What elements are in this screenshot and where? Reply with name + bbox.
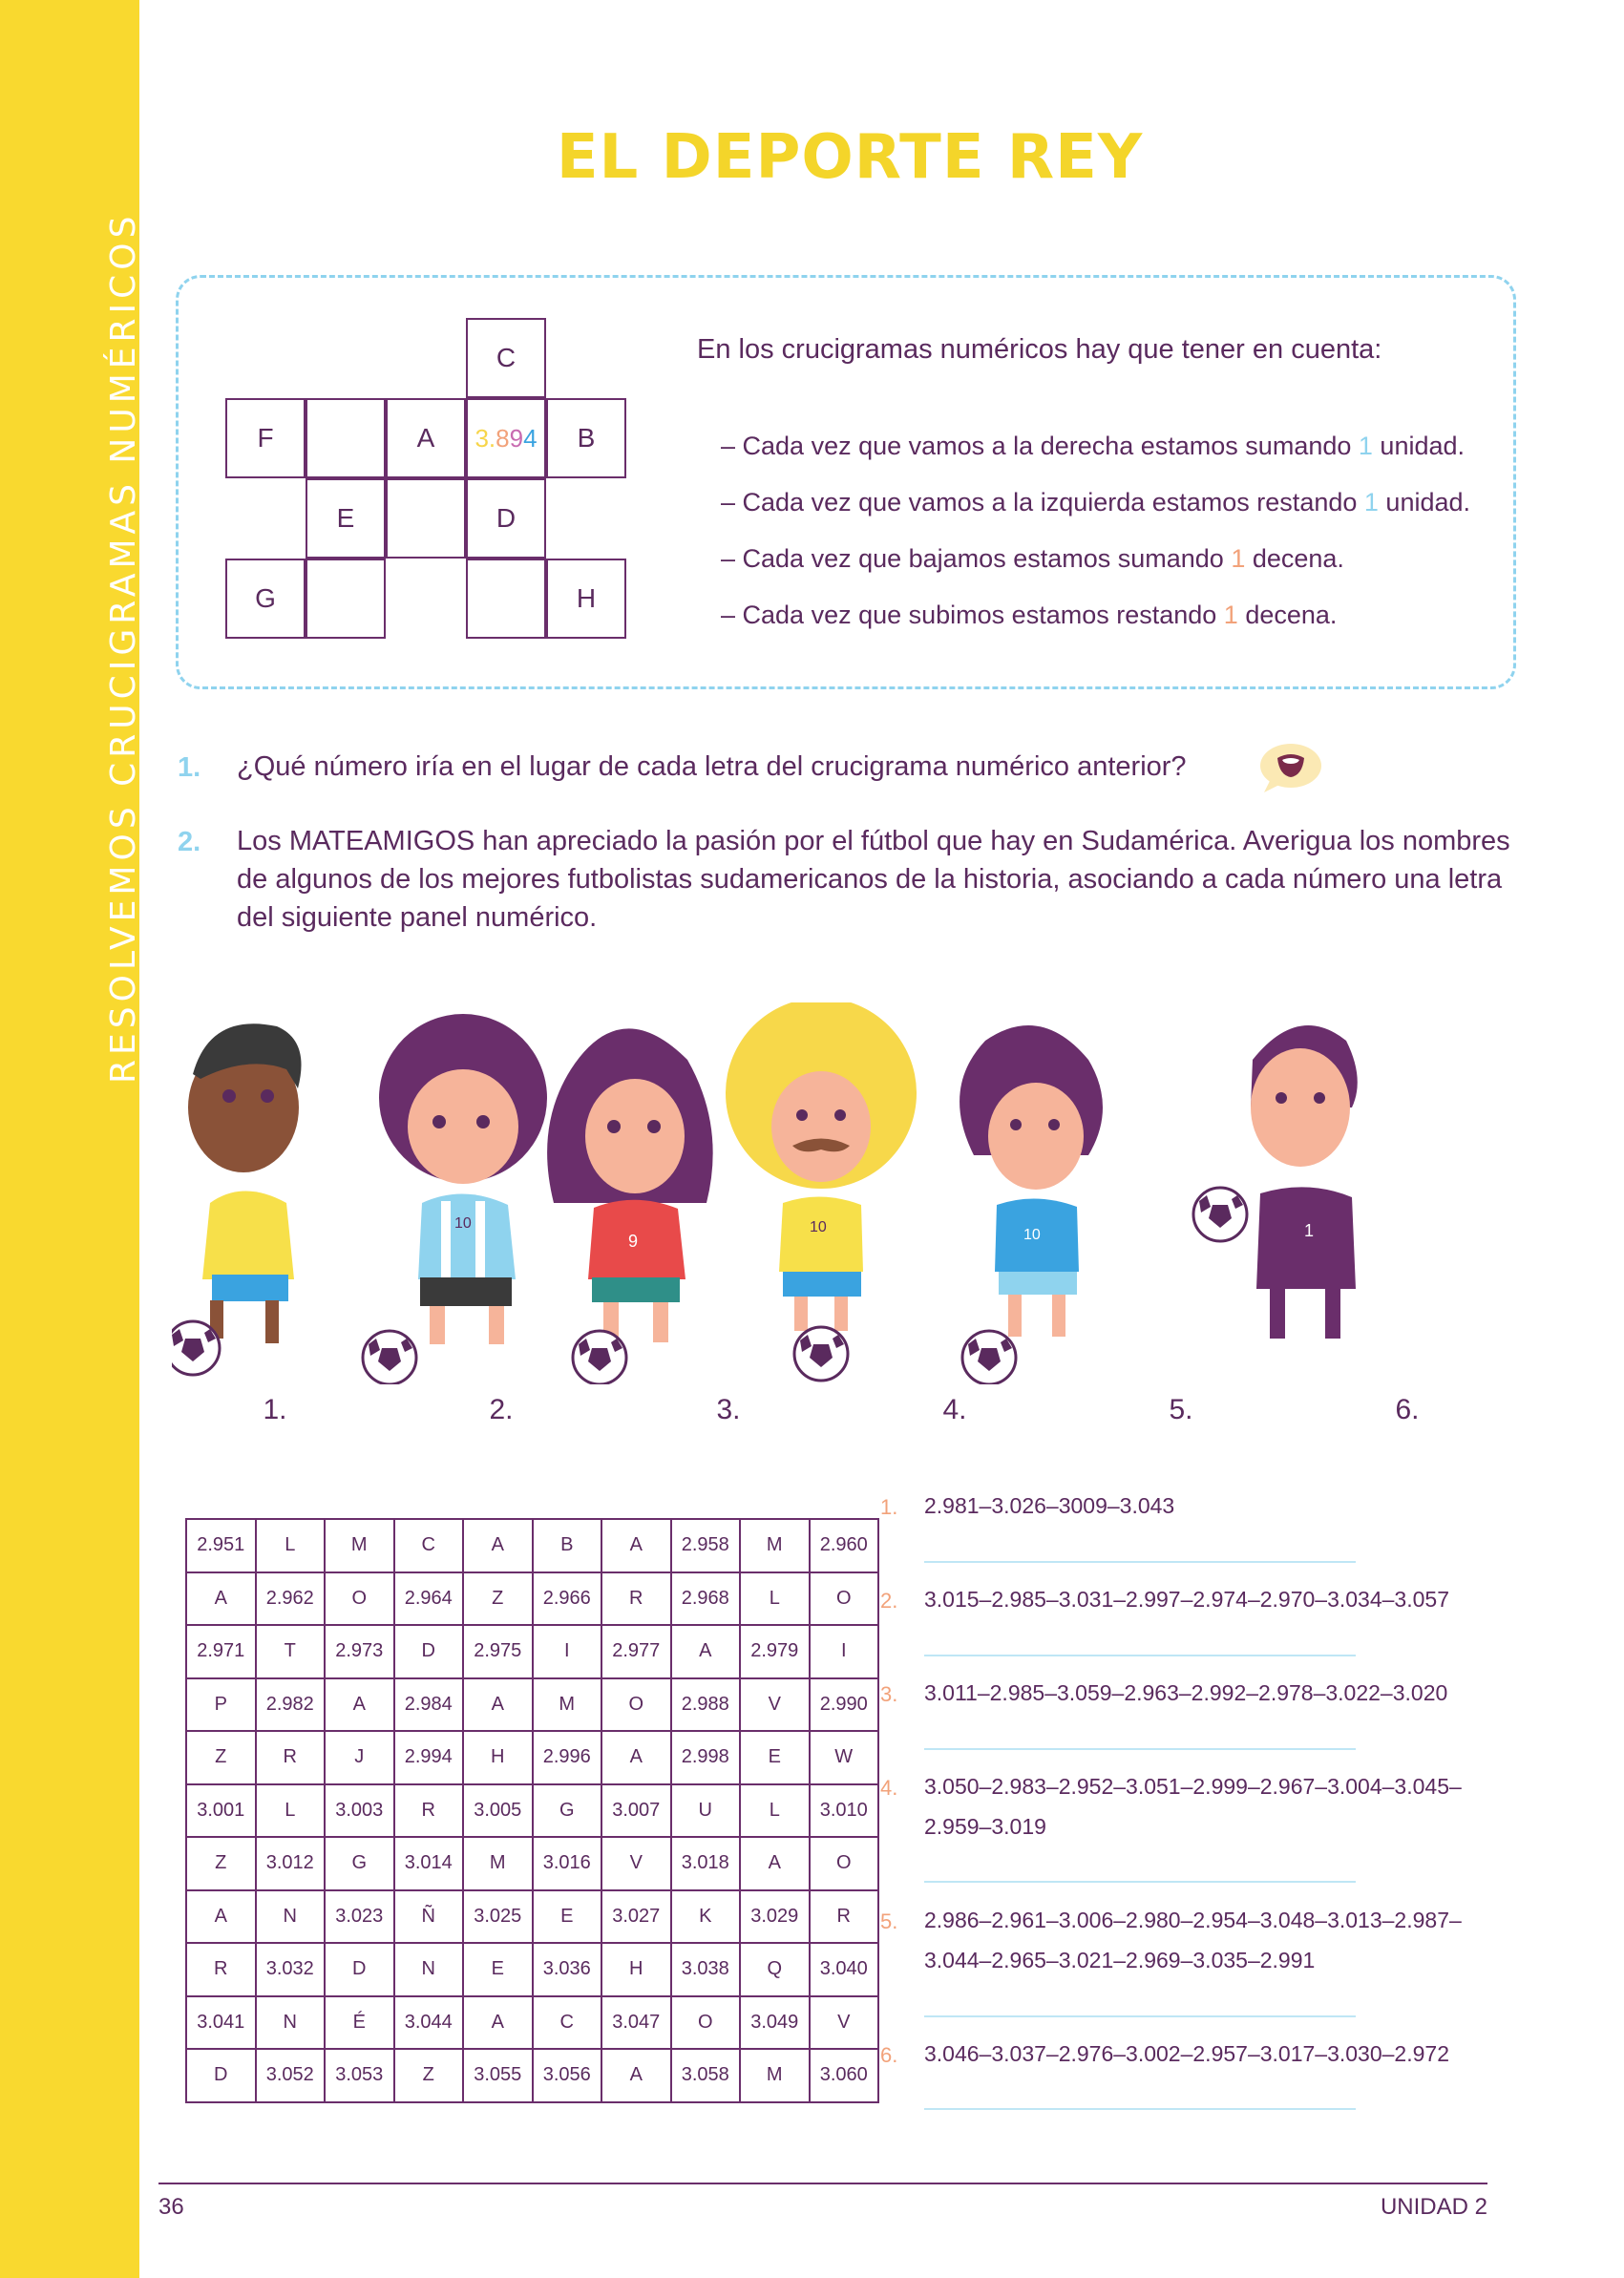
code-grid-cell: A: [186, 1890, 256, 1944]
footer-divider: [158, 2183, 1487, 2184]
code-grid-cell: A: [740, 1837, 810, 1890]
code-grid-cell: Z: [394, 2049, 464, 2102]
answer-number: 1.: [880, 1495, 898, 1519]
code-grid-cell: 3.040: [810, 1943, 879, 1996]
rule-item: [721, 544, 1344, 574]
code-grid-cell: 3.038: [671, 1943, 741, 1996]
code-grid-cell: W: [810, 1731, 879, 1784]
code-grid-cell: V: [740, 1678, 810, 1732]
code-grid-cell: 3.047: [601, 1996, 671, 2050]
rule-item: [721, 432, 1465, 461]
crossword-cell-g: G: [225, 559, 306, 639]
answer-code: 2.981–3.026–3009–3.043: [924, 1493, 1175, 1518]
crossword-cell-empty: [306, 559, 386, 639]
code-grid-cell: Z: [186, 1731, 256, 1784]
code-grid-cell: P: [186, 1678, 256, 1732]
crossword-diagram: [225, 318, 632, 644]
crossword-cell-empty: [466, 559, 546, 639]
code-grid-cell: 2.996: [533, 1731, 602, 1784]
code-grid-cell: V: [810, 1996, 879, 2050]
code-grid-cell: O: [810, 1572, 879, 1626]
code-grid-cell: 3.014: [394, 1837, 464, 1890]
code-grid-cell: A: [463, 1519, 533, 1572]
crossword-cell-c: C: [466, 318, 546, 398]
code-grid-cell: L: [740, 1572, 810, 1626]
code-grid-cell: R: [256, 1731, 326, 1784]
code-grid-cell: 2.990: [810, 1678, 879, 1732]
code-grid-cell: R: [810, 1890, 879, 1944]
unit-label: UNIDAD 2: [1380, 2194, 1487, 2220]
code-grid-cell: 3.001: [186, 1784, 256, 1838]
answer-code: 3.015–2.985–3.031–2.997–2.974–2.970–3.034–3.057: [924, 1587, 1449, 1612]
crossword-cell-b: B: [546, 398, 626, 478]
code-grid-cell: 3.010: [810, 1784, 879, 1838]
answer-number: 6.: [880, 2043, 898, 2067]
code-grid-cell: 3.032: [256, 1943, 326, 1996]
rule-text: – Cada vez que vamos a la izquierda estamos restando: [721, 488, 1364, 517]
crossword-cell-empty: [306, 398, 386, 478]
crossword-cell-e: E: [306, 478, 386, 559]
code-grid-row: [186, 1943, 878, 1996]
code-grid-cell: R: [186, 1943, 256, 1996]
player-label: 5.: [1169, 1394, 1193, 1425]
code-grid-row: [186, 1837, 878, 1890]
rules-heading: En los crucigramas numéricos hay que tener en cuenta:: [697, 334, 1382, 365]
code-grid: [185, 1518, 879, 2103]
code-grid-row: [186, 1890, 878, 1944]
player-6-shirt-number: 1: [1304, 1221, 1315, 1240]
code-grid-cell: E: [740, 1731, 810, 1784]
question-text: ¿Qué número iría en el lugar de cada letra del crucigrama numérico anterior?: [237, 751, 1187, 782]
code-grid-cell: A: [463, 1996, 533, 2050]
code-grid-row: [186, 1572, 878, 1626]
code-grid-cell: 3.007: [601, 1784, 671, 1838]
given-digit: 9: [509, 423, 524, 453]
given-digit: .: [488, 423, 496, 453]
code-grid-cell: O: [671, 1996, 741, 2050]
answer-blank-line[interactable]: [924, 1561, 1356, 1563]
crossword-cell-f: F: [225, 398, 306, 478]
code-grid-cell: K: [671, 1890, 741, 1944]
rule-value: 1: [1223, 601, 1238, 629]
code-grid-cell: L: [256, 1784, 326, 1838]
code-grid-row: [186, 1625, 878, 1678]
rule-value: 1: [1358, 432, 1373, 460]
rule-item: [721, 488, 1470, 517]
player-label: 3.: [716, 1394, 741, 1425]
rule-text: – Cada vez que vamos a la derecha estamos sumando: [721, 432, 1359, 460]
code-grid-cell: 3.036: [533, 1943, 602, 1996]
given-digit: 4: [523, 423, 538, 453]
answer-code: 3.011–2.985–3.059–2.963–2.992–2.978–3.022–3.020: [924, 1680, 1448, 1705]
rule-value: 1: [1363, 488, 1379, 517]
code-grid-cell: Ñ: [394, 1890, 464, 1944]
code-grid-cell: 3.049: [740, 1996, 810, 2050]
answer-blank-line[interactable]: [924, 1655, 1356, 1656]
code-grid-cell: D: [325, 1943, 394, 1996]
code-grid-cell: 2.988: [671, 1678, 741, 1732]
code-grid-cell: C: [394, 1519, 464, 1572]
code-grid-cell: O: [810, 1837, 879, 1890]
code-grid-cell: V: [601, 1837, 671, 1890]
answer-blank-line[interactable]: [924, 1881, 1356, 1883]
player-4-shirt-number: 10: [810, 1219, 827, 1235]
answer-number: 5.: [880, 1909, 898, 1933]
crossword-cell-given-number: [466, 398, 546, 478]
player-3-shirt-number: 9: [628, 1232, 639, 1251]
code-grid-cell: 2.964: [394, 1572, 464, 1626]
player-4-figure: [726, 1002, 917, 1381]
code-grid-cell: 3.005: [463, 1784, 533, 1838]
player-5-shirt-number: 10: [1023, 1227, 1041, 1243]
code-grid-row: [186, 1731, 878, 1784]
code-grid-cell: 3.016: [533, 1837, 602, 1890]
code-grid-cell: 3.003: [325, 1784, 394, 1838]
code-grid-cell: M: [533, 1678, 602, 1732]
code-grid-cell: 2.971: [186, 1625, 256, 1678]
player-label: 4.: [942, 1394, 967, 1425]
answer-number: 3.: [880, 1682, 898, 1706]
code-grid-cell: A: [325, 1678, 394, 1732]
code-grid-cell: R: [601, 1572, 671, 1626]
code-grid-cell: A: [601, 1731, 671, 1784]
code-grid-cell: 3.029: [740, 1890, 810, 1944]
given-digit: 3: [475, 423, 489, 453]
code-grid-cell: U: [671, 1784, 741, 1838]
question-number: 2.: [178, 827, 201, 857]
code-grid-cell: O: [325, 1572, 394, 1626]
code-grid-cell: D: [186, 2049, 256, 2102]
code-grid-cell: L: [256, 1519, 326, 1572]
code-grid-cell: M: [740, 1519, 810, 1572]
question-text: Los MATEAMIGOS han apreciado la pasión por el fútbol que hay en Sudamérica. Averigua los nombres de algunos de los mejores futbolistas sudamericanos de la historia, asociando a cada número una letra del siguiente panel numérico.: [237, 826, 1510, 933]
page-title: EL DEPORTE REY: [556, 122, 1144, 193]
code-grid-cell: 2.973: [325, 1625, 394, 1678]
code-grid-cell: T: [256, 1625, 326, 1678]
answer-blank-line[interactable]: [924, 2108, 1356, 2110]
code-grid-cell: 2.975: [463, 1625, 533, 1678]
code-grid-cell: 3.055: [463, 2049, 533, 2102]
player-2-shirt-number: 10: [454, 1215, 472, 1232]
code-grid-cell: Z: [463, 1572, 533, 1626]
code-grid-cell: 3.058: [671, 2049, 741, 2102]
code-grid-cell: C: [533, 1996, 602, 2050]
code-grid-cell: N: [394, 1943, 464, 1996]
code-grid-cell: 3.025: [463, 1890, 533, 1944]
speech-bubble-icon: [1256, 741, 1323, 794]
answer-code: 2.986–2.961–3.006–2.980–2.954–3.048–3.013–2.987–3.044–2.965–3.021–2.969–3.035–2.991: [924, 1908, 1462, 1972]
code-grid-cell: R: [394, 1784, 464, 1838]
player-6-figure: [1193, 1025, 1358, 1339]
code-grid-cell: 2.960: [810, 1519, 879, 1572]
code-grid-cell: B: [533, 1519, 602, 1572]
code-grid-cell: A: [671, 1625, 741, 1678]
players-illustration: [172, 1002, 1528, 1384]
answer-blank-line[interactable]: [924, 1748, 1356, 1750]
code-grid-cell: E: [463, 1943, 533, 1996]
player-3-figure: [547, 1028, 713, 1384]
rule-text: unidad.: [1378, 488, 1471, 517]
code-grid-cell: 2.968: [671, 1572, 741, 1626]
player-label: 2.: [489, 1394, 514, 1425]
rule-value: 1: [1231, 544, 1246, 573]
code-grid-cell: N: [256, 1996, 326, 2050]
given-digit: 8: [496, 423, 510, 453]
code-grid-cell: 3.060: [810, 2049, 879, 2102]
player-label: 1.: [263, 1394, 287, 1425]
code-grid-cell: 3.044: [394, 1996, 464, 2050]
code-grid-cell: 3.053: [325, 2049, 394, 2102]
code-grid-cell: 3.056: [533, 2049, 602, 2102]
code-grid-cell: I: [533, 1625, 602, 1678]
code-grid-cell: H: [463, 1731, 533, 1784]
question-number: 1.: [178, 752, 201, 783]
code-grid-cell: 2.994: [394, 1731, 464, 1784]
code-grid-cell: N: [256, 1890, 326, 1944]
page-number: 36: [158, 2194, 184, 2220]
code-grid-cell: 3.023: [325, 1890, 394, 1944]
code-grid-row: [186, 1678, 878, 1732]
code-grid-cell: 2.962: [256, 1572, 326, 1626]
crossword-cell-a: A: [386, 398, 466, 478]
code-grid-cell: H: [601, 1943, 671, 1996]
code-grid-cell: E: [533, 1890, 602, 1944]
code-grid-cell: É: [325, 1996, 394, 2050]
answer-code: 3.050–2.983–2.952–3.051–2.999–2.967–3.004–3.045–2.959–3.019: [924, 1774, 1462, 1839]
code-grid-cell: G: [325, 1837, 394, 1890]
code-grid-cell: 2.966: [533, 1572, 602, 1626]
code-grid-cell: 2.998: [671, 1731, 741, 1784]
code-grid-cell: 2.958: [671, 1519, 741, 1572]
rule-item: [721, 601, 1337, 630]
code-grid-cell: 3.012: [256, 1837, 326, 1890]
code-grid-cell: J: [325, 1731, 394, 1784]
code-grid-cell: 2.977: [601, 1625, 671, 1678]
code-grid-cell: 2.951: [186, 1519, 256, 1572]
code-grid-cell: A: [463, 1678, 533, 1732]
rule-text: decena.: [1245, 544, 1344, 573]
crossword-cell-d: D: [466, 478, 546, 559]
code-grid-cell: 2.979: [740, 1625, 810, 1678]
code-grid-cell: 3.027: [601, 1890, 671, 1944]
rule-text: – Cada vez que bajamos estamos sumando: [721, 544, 1232, 573]
answer-code: 3.046–3.037–2.976–3.002–2.957–3.017–3.030–2.972: [924, 2041, 1449, 2066]
code-grid-cell: O: [601, 1678, 671, 1732]
player-2-figure: [363, 1014, 547, 1384]
code-grid-cell: A: [186, 1572, 256, 1626]
code-grid-row: [186, 2049, 878, 2102]
code-grid-cell: 2.984: [394, 1678, 464, 1732]
code-grid-cell: A: [601, 2049, 671, 2102]
code-grid-cell: M: [325, 1519, 394, 1572]
answer-number: 4.: [880, 1776, 898, 1800]
rule-text: – Cada vez que subimos estamos restando: [721, 601, 1224, 629]
code-grid-row: [186, 1996, 878, 2050]
answer-number: 2.: [880, 1589, 898, 1613]
crossword-cell-empty: [386, 478, 466, 559]
player-1-figure: [172, 1023, 302, 1375]
code-grid-cell: 3.018: [671, 1837, 741, 1890]
player-5-figure: [960, 1025, 1103, 1384]
side-section-label: RESOLVEMOS CRUCIGRAMAS NUMÉRICOS: [104, 211, 143, 1084]
code-grid-cell: G: [533, 1784, 602, 1838]
code-grid-row: [186, 1784, 878, 1838]
code-grid-cell: A: [601, 1519, 671, 1572]
code-grid-cell: 3.041: [186, 1996, 256, 2050]
rule-text: decena.: [1237, 601, 1338, 629]
code-grid-cell: I: [810, 1625, 879, 1678]
code-grid-cell: M: [463, 1837, 533, 1890]
code-grid-cell: 3.052: [256, 2049, 326, 2102]
code-grid-cell: Z: [186, 1837, 256, 1890]
code-grid-cell: L: [740, 1784, 810, 1838]
code-grid-cell: D: [394, 1625, 464, 1678]
player-label: 6.: [1395, 1394, 1420, 1425]
code-grid-cell: 2.982: [256, 1678, 326, 1732]
code-grid-cell: M: [740, 2049, 810, 2102]
code-grid-cell: Q: [740, 1943, 810, 1996]
code-grid-row: [186, 1519, 878, 1572]
answer-blank-line[interactable]: [924, 2015, 1356, 2017]
crossword-cell-h: H: [546, 559, 626, 639]
rule-text: unidad.: [1372, 432, 1466, 460]
